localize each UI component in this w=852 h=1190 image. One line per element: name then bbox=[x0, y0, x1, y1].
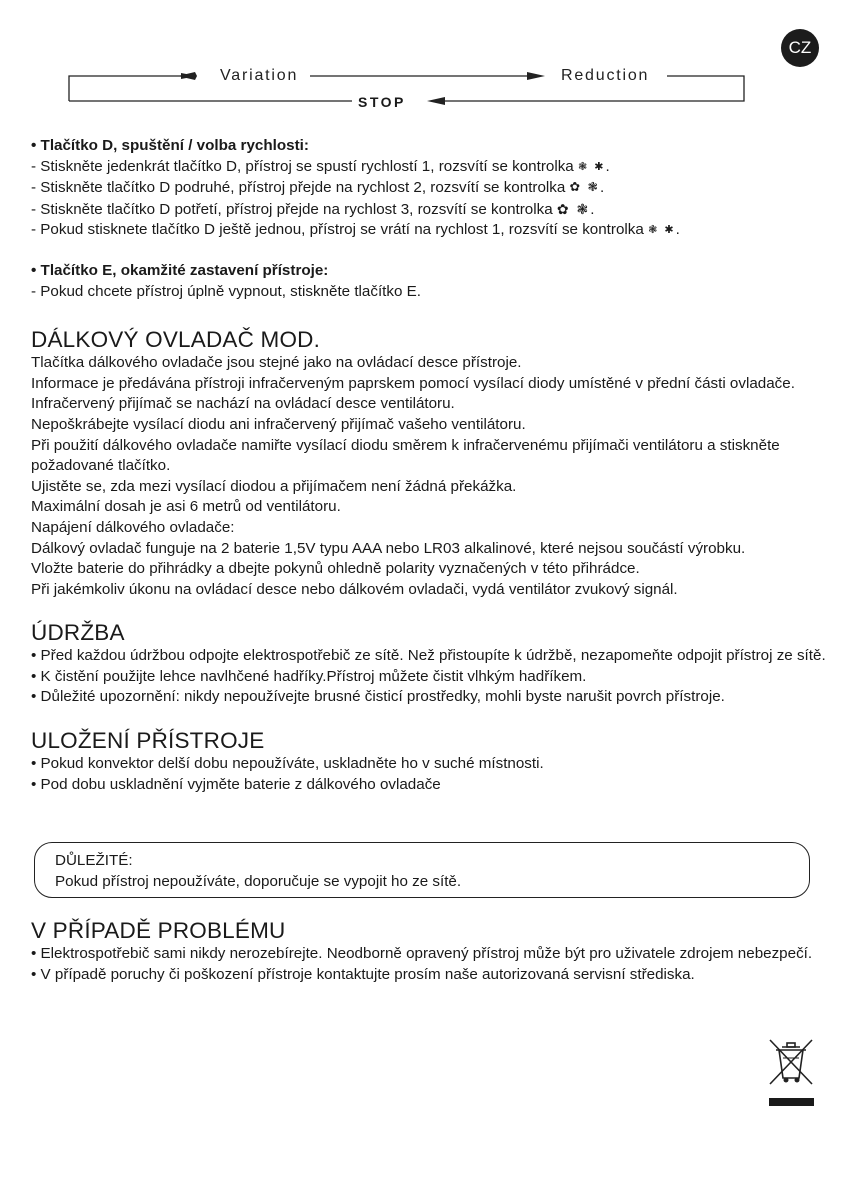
button-d-line-1: - Stiskněte jedenkrát tlačítko D, přístroj se spustí rychlostí 1, rozsvítí se kontrolka ❃ ✱. bbox=[31, 157, 831, 178]
button-d-title: • Tlačítko D, spuštění / volba rychlosti: bbox=[31, 137, 309, 154]
remote-paragraph: Tlačítka dálkového ovladače jsou stejné jako na ovládací desce přístroje. bbox=[31, 354, 522, 372]
remote-paragraph: Při jakémkoliv úkonu na ovládací desce nebo dálkovém ovladači, vydá ventilátor zvukový signál. bbox=[31, 580, 678, 598]
button-d-line-3: - Stiskněte tlačítko D potřetí, přístroj přejde na rychlost 3, rozsvítí se kontrolka ✿ ❃. bbox=[31, 200, 595, 218]
button-d-line-4: - Pokud stisknete tlačítko D ještě jednou, přístroj se vrátí na rychlost 1, rozsvítí se kontrolka ❃ ✱. bbox=[31, 220, 831, 241]
remote-paragraph: Při použití dálkového ovladače namiřte vysílací diodu směrem k infračervenému přijímači ventilátoru a stiskněte požadované tlačítko. bbox=[31, 436, 780, 475]
important-text: Pokud přístroj nepoužíváte, doporučuje se vypojit ho ze sítě. bbox=[55, 872, 462, 890]
remote-paragraph: Nepoškrábejte vysílací diodu ani infračervený přijímač vašeho ventilátoru. bbox=[31, 415, 526, 433]
problem-heading: V PŘÍPADĚ PROBLÉMU bbox=[31, 918, 286, 943]
problem-item: • V případě poruchy či poškození přístroje kontaktujte prosím naše autorizovaná servisní střediska. bbox=[31, 965, 695, 983]
important-title: DŮLEŽITÉ: bbox=[55, 852, 133, 869]
problem-section bbox=[31, 918, 831, 985]
manual-content bbox=[31, 136, 831, 795]
maintenance-heading: ÚDRŽBA bbox=[31, 620, 125, 646]
reduction-label: Reduction bbox=[557, 67, 653, 85]
remote-paragraph: Vložte baterie do přihrádky a dbejte pokynů ohledně polarity vyznačených v této přihrádce. bbox=[31, 560, 640, 578]
storage-heading: ULOŽENÍ PŘÍSTROJE bbox=[31, 728, 265, 754]
remote-heading: DÁLKOVÝ OVLADAČ MOD. bbox=[31, 327, 321, 353]
language-badge: CZ bbox=[781, 29, 819, 67]
important-notice-box bbox=[34, 842, 810, 898]
remote-paragraph: Ujistěte se, zda mezi vysílací diodou a přijímačem není žádná překážka. bbox=[31, 477, 517, 495]
storage-item: • Pod dobu uskladnění vyjměte baterie z dálkového ovladače bbox=[31, 775, 441, 793]
maintenance-item: • K čistění použijte lehce navlhčené hadříky.Přístroj můžete čistit vlhkým hadříkem. bbox=[31, 667, 587, 685]
crossed-out-wheeled-bin-icon bbox=[766, 1036, 816, 1110]
variation-label: Variation bbox=[216, 67, 302, 85]
cycle-arrows bbox=[0, 0, 852, 120]
stop-label: STOP bbox=[355, 94, 409, 110]
fan-speed-1-icon: ❃ ✱ bbox=[648, 224, 676, 237]
remote-paragraph: Dálkový ovladač funguje na 2 baterie 1,5V typu AAA nebo LR03 alkalinové, které nejsou součástí výrobku. bbox=[31, 539, 746, 557]
remote-paragraph: Napájení dálkového ovladače: bbox=[31, 518, 235, 536]
remote-paragraph: Informace je předávána přístroji infračerveným paprskem pomocí vysílací diody umístěné v přední části ovladače. Infračervený přijímač se nachází na ovládací desce ventilátoru. bbox=[31, 374, 795, 413]
speed-cycle-diagram bbox=[0, 0, 852, 120]
fan-speed-2-icon: ✿ ❃ bbox=[569, 180, 600, 195]
remote-paragraph: Maximální dosah je asi 6 metrů od ventilátoru. bbox=[31, 498, 341, 516]
storage-item: • Pokud konvektor delší dobu nepoužíváte, uskladněte ho v suché místnosti. bbox=[31, 755, 544, 773]
problem-item: • Elektrospotřebič sami nikdy nerozebírejte. Neodborně opravený přístroj může být pro uživatele zdrojem nebezpečí. bbox=[31, 945, 813, 962]
button-e-line: - Pokud chcete přístroj úplně vypnout, stiskněte tlačítko E. bbox=[31, 282, 422, 300]
fan-speed-1-icon: ❃ ✱ bbox=[577, 160, 606, 173]
button-e-title: • Tlačítko E, okamžité zastavení přístroje: bbox=[31, 261, 329, 279]
maintenance-item: • Důležité upozornění: nikdy nepoužívejte brusné čisticí prostředky, mohli byste narušit povrch přístroje. bbox=[31, 688, 725, 706]
button-d-line-2: - Stiskněte tlačítko D podruhé, přístroj přejde na rychlost 2, rozsvítí se kontrolka ✿ ❃. bbox=[31, 179, 605, 197]
maintenance-item: • Před každou údržbou odpojte elektrospotřebič ze sítě. Než přistoupíte k údržbě, nezapomeňte odpojit přístroj ze sítě. bbox=[31, 647, 826, 665]
fan-speed-3-icon: ✿ ❃ bbox=[556, 200, 591, 217]
